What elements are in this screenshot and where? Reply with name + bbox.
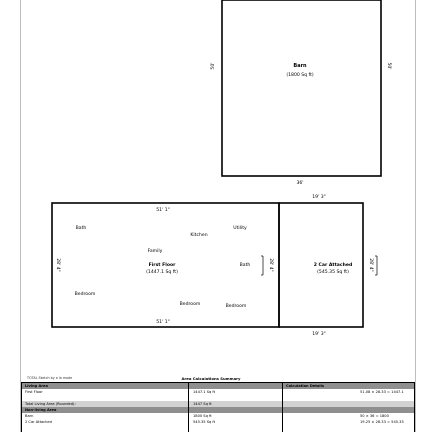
barn-area: (1800 Sq ft) <box>286 73 314 78</box>
garage-bottom-dim: 19' 3" <box>312 332 326 337</box>
row-label: Total Living Area (Rounded): <box>25 402 76 406</box>
summary-title: Area Calculations Summary <box>181 376 241 381</box>
room-bedroom-1: Bedroom <box>74 292 96 297</box>
room-utility: Utility <box>233 226 247 231</box>
room-family: Family <box>147 249 163 254</box>
room-bath-1: Bath <box>75 226 87 231</box>
barn-outline <box>222 0 381 176</box>
row-area: 1447.1 Sq ft <box>193 390 216 394</box>
sketch-footer-note: TOTAL Sketch by a la mode <box>27 376 73 380</box>
house-inner-dim: 28' 4" <box>268 258 273 272</box>
first-floor-area: (1447.1 Sq ft) <box>146 270 178 275</box>
row-label: 2 Car Attached <box>25 420 52 424</box>
barn-height-dim-left: 50' <box>211 62 216 70</box>
summary-header-calc-details: Calculation Details <box>286 384 325 388</box>
row-label: First Floor <box>25 390 43 394</box>
row-calc: 19.25 × 28.33 = 545.35 <box>360 420 404 424</box>
row-label: Non-living Area <box>25 408 57 412</box>
row-label: Barn <box>25 414 34 418</box>
house-left-dim: 28' 4" <box>55 258 60 272</box>
row-calc: 50 × 36 = 1800 <box>360 414 389 418</box>
first-floor-label: First Floor <box>148 263 176 268</box>
room-kitchen: Kitchen <box>190 233 208 238</box>
summary-header-living-area: Living Area <box>25 384 48 388</box>
column-divider <box>188 383 189 432</box>
house-bottom-dim: 51' 1" <box>156 320 170 325</box>
barn-offset-dim: 19' 3" <box>312 195 326 200</box>
table-row <box>22 419 414 425</box>
barn-label: Barn <box>293 63 307 69</box>
room-bedroom-3: Bedroom <box>225 304 247 309</box>
barn-width-dim: 36' <box>296 181 304 186</box>
row-area: 1447 Sq ft <box>193 402 212 406</box>
row-calc: 51.08 × 28.33 = 1447.1 <box>360 390 404 394</box>
summary-table <box>21 382 415 432</box>
room-bath-2: Bath <box>239 263 251 268</box>
row-area: 545.35 Sq ft <box>193 420 216 424</box>
garage-right-dim: 28' 4" <box>368 258 373 272</box>
garage-label: 2 Car Attached <box>313 263 353 268</box>
row-area: 1800 Sq ft <box>193 414 212 418</box>
column-divider <box>282 383 283 432</box>
barn-height-dim-right: 50' <box>386 62 391 70</box>
garage-area: (545.35 Sq ft) <box>317 270 349 275</box>
room-bedroom-2: Bedroom <box>179 302 201 307</box>
area-calculations-summary <box>21 365 415 432</box>
house-top-dim: 51' 1" <box>156 208 170 213</box>
